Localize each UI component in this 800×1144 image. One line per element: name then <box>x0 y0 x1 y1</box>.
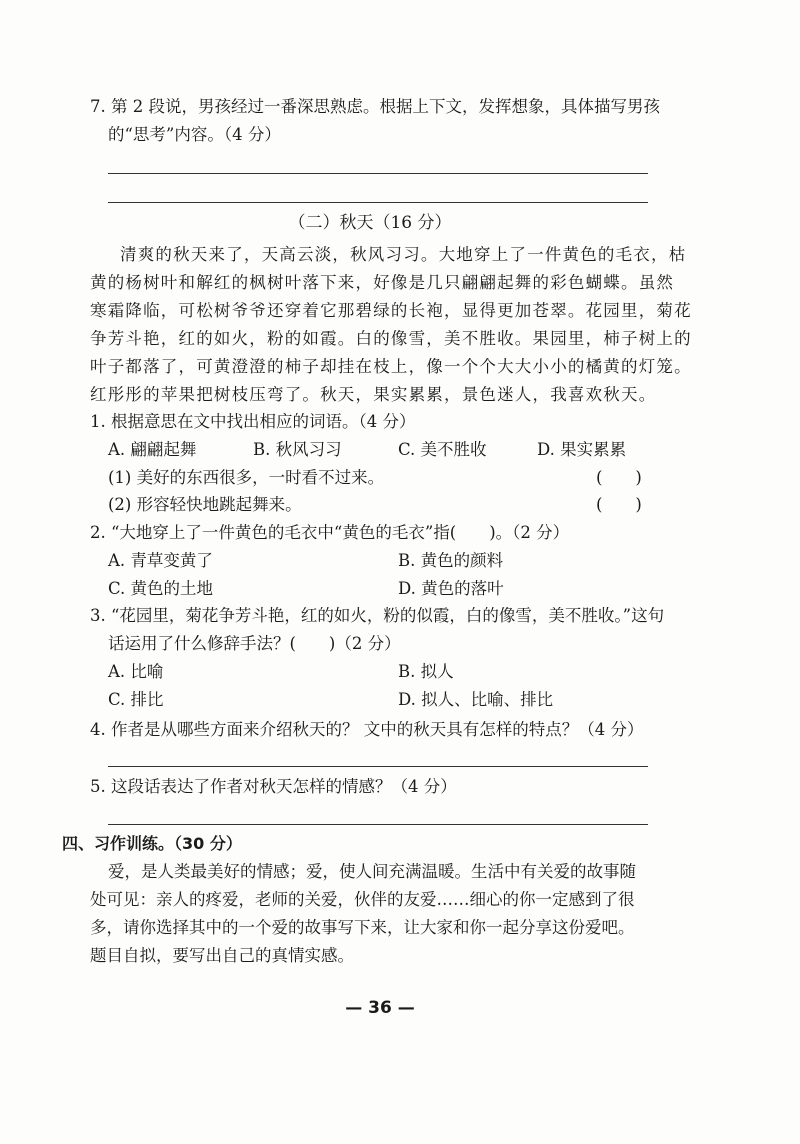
answer-blank[interactable]: ( ) <box>596 468 642 487</box>
q1-sub-1: (1) 美好的东西很多，一时看不过来。 <box>108 468 385 487</box>
answer-line[interactable] <box>108 202 648 203</box>
q1-option-d: D. 果实累累 <box>537 440 627 459</box>
q1-stem: 1. 根据意思在文中找出相应的词语。（4 分） <box>90 412 416 431</box>
answer-line[interactable] <box>108 173 648 174</box>
section-title-writing: 四、习作训练。（30 分） <box>62 834 242 853</box>
writing-prompt-line: 多，请你选择其中的一个爱的故事写下来，让大家和你一起分享这份爱吧。 <box>90 918 635 937</box>
writing-prompt-line: 题目自拟，要写出自己的真情实感。 <box>90 946 354 965</box>
q2-option-d: D. 黄色的落叶 <box>398 579 504 598</box>
passage-line: 黄的杨树叶和解红的枫树叶落下来，好像是几只翩翩起舞的彩色蝴蝶。虽然 <box>90 273 675 292</box>
q2-stem: 2. “大地穿上了一件黄色的毛衣中“黄色的毛衣”指( )。（2 分） <box>90 523 570 542</box>
passage-line: 红彤彤的苹果把树枝压弯了。秋天，果实累累，景色迷人，我喜欢秋天。 <box>90 385 657 404</box>
answer-line[interactable] <box>108 824 648 825</box>
passage-line: 争芳斗艳，红的如火，粉的如霞。白的像雪，美不胜收。果园里，柿子树上的 <box>90 329 692 348</box>
q5-stem: 5. 这段话表达了作者对秋天怎样的情感？（4 分） <box>90 777 457 796</box>
q1-option-b: B. 秋风习习 <box>253 440 342 459</box>
passage-line: 叶子都落了，可黄澄澄的柿子却挂在枝上，像一个个大大小小的橘黄的灯笼。 <box>90 357 692 376</box>
section-title-autumn: （二）秋天（16 分） <box>288 213 452 233</box>
answer-line[interactable] <box>108 766 648 767</box>
q2-option-a: A. 青草变黄了 <box>108 551 213 570</box>
q1-sub-2: (2) 形容轻快地跳起舞来。 <box>108 495 302 514</box>
writing-prompt-line: 处可见：亲人的疼爱，老师的关爱，伙伴的友爱……细心的你一定感到了很 <box>90 890 635 909</box>
passage-line: 清爽的秋天来了，天高云淡，秋风习习。大地穿上了一件黄色的毛衣，枯 <box>120 245 687 264</box>
q7-line-2: 的“思考”内容。（4 分） <box>108 125 281 144</box>
q3-option-b: B. 拟人 <box>398 662 454 681</box>
q3-line-2: 话运用了什么修辞手法？( )（2 分） <box>108 634 401 653</box>
q4-stem: 4. 作者是从哪些方面来介绍秋天的？ 文中的秋天具有怎样的特点？（4 分） <box>90 720 644 739</box>
answer-blank[interactable]: ( ) <box>596 495 642 514</box>
q3-line-1: 3. “花园里，菊花争芳斗艳，红的如火，粉的似霞，白的像雪，美不胜收。”这句 <box>90 606 665 625</box>
page-number: — 36 — <box>345 998 415 1018</box>
q2-option-b: B. 黄色的颜料 <box>398 551 504 570</box>
q7-line-1: 7. 第 2 段说，男孩经过一番深思熟虑。根据上下文，发挥想象，具体描写男孩 <box>90 97 660 116</box>
q3-option-d: D. 拟人、比喻、排比 <box>398 690 554 709</box>
q3-option-c: C. 排比 <box>108 690 164 709</box>
q1-option-a: A. 翩翩起舞 <box>108 440 197 459</box>
writing-prompt-line: 爱，是人类最美好的情感；爱，使人间充满温暖。生活中有关爱的故事随 <box>108 862 636 881</box>
q2-option-c: C. 黄色的土地 <box>108 579 214 598</box>
passage-line: 寒霜降临，可松树爷爷还穿着它那碧绿的长袍，显得更加苍翠。花园里，菊花 <box>90 301 692 320</box>
q1-option-c: C. 美不胜收 <box>398 440 487 459</box>
q3-option-a: A. 比喻 <box>108 662 164 681</box>
